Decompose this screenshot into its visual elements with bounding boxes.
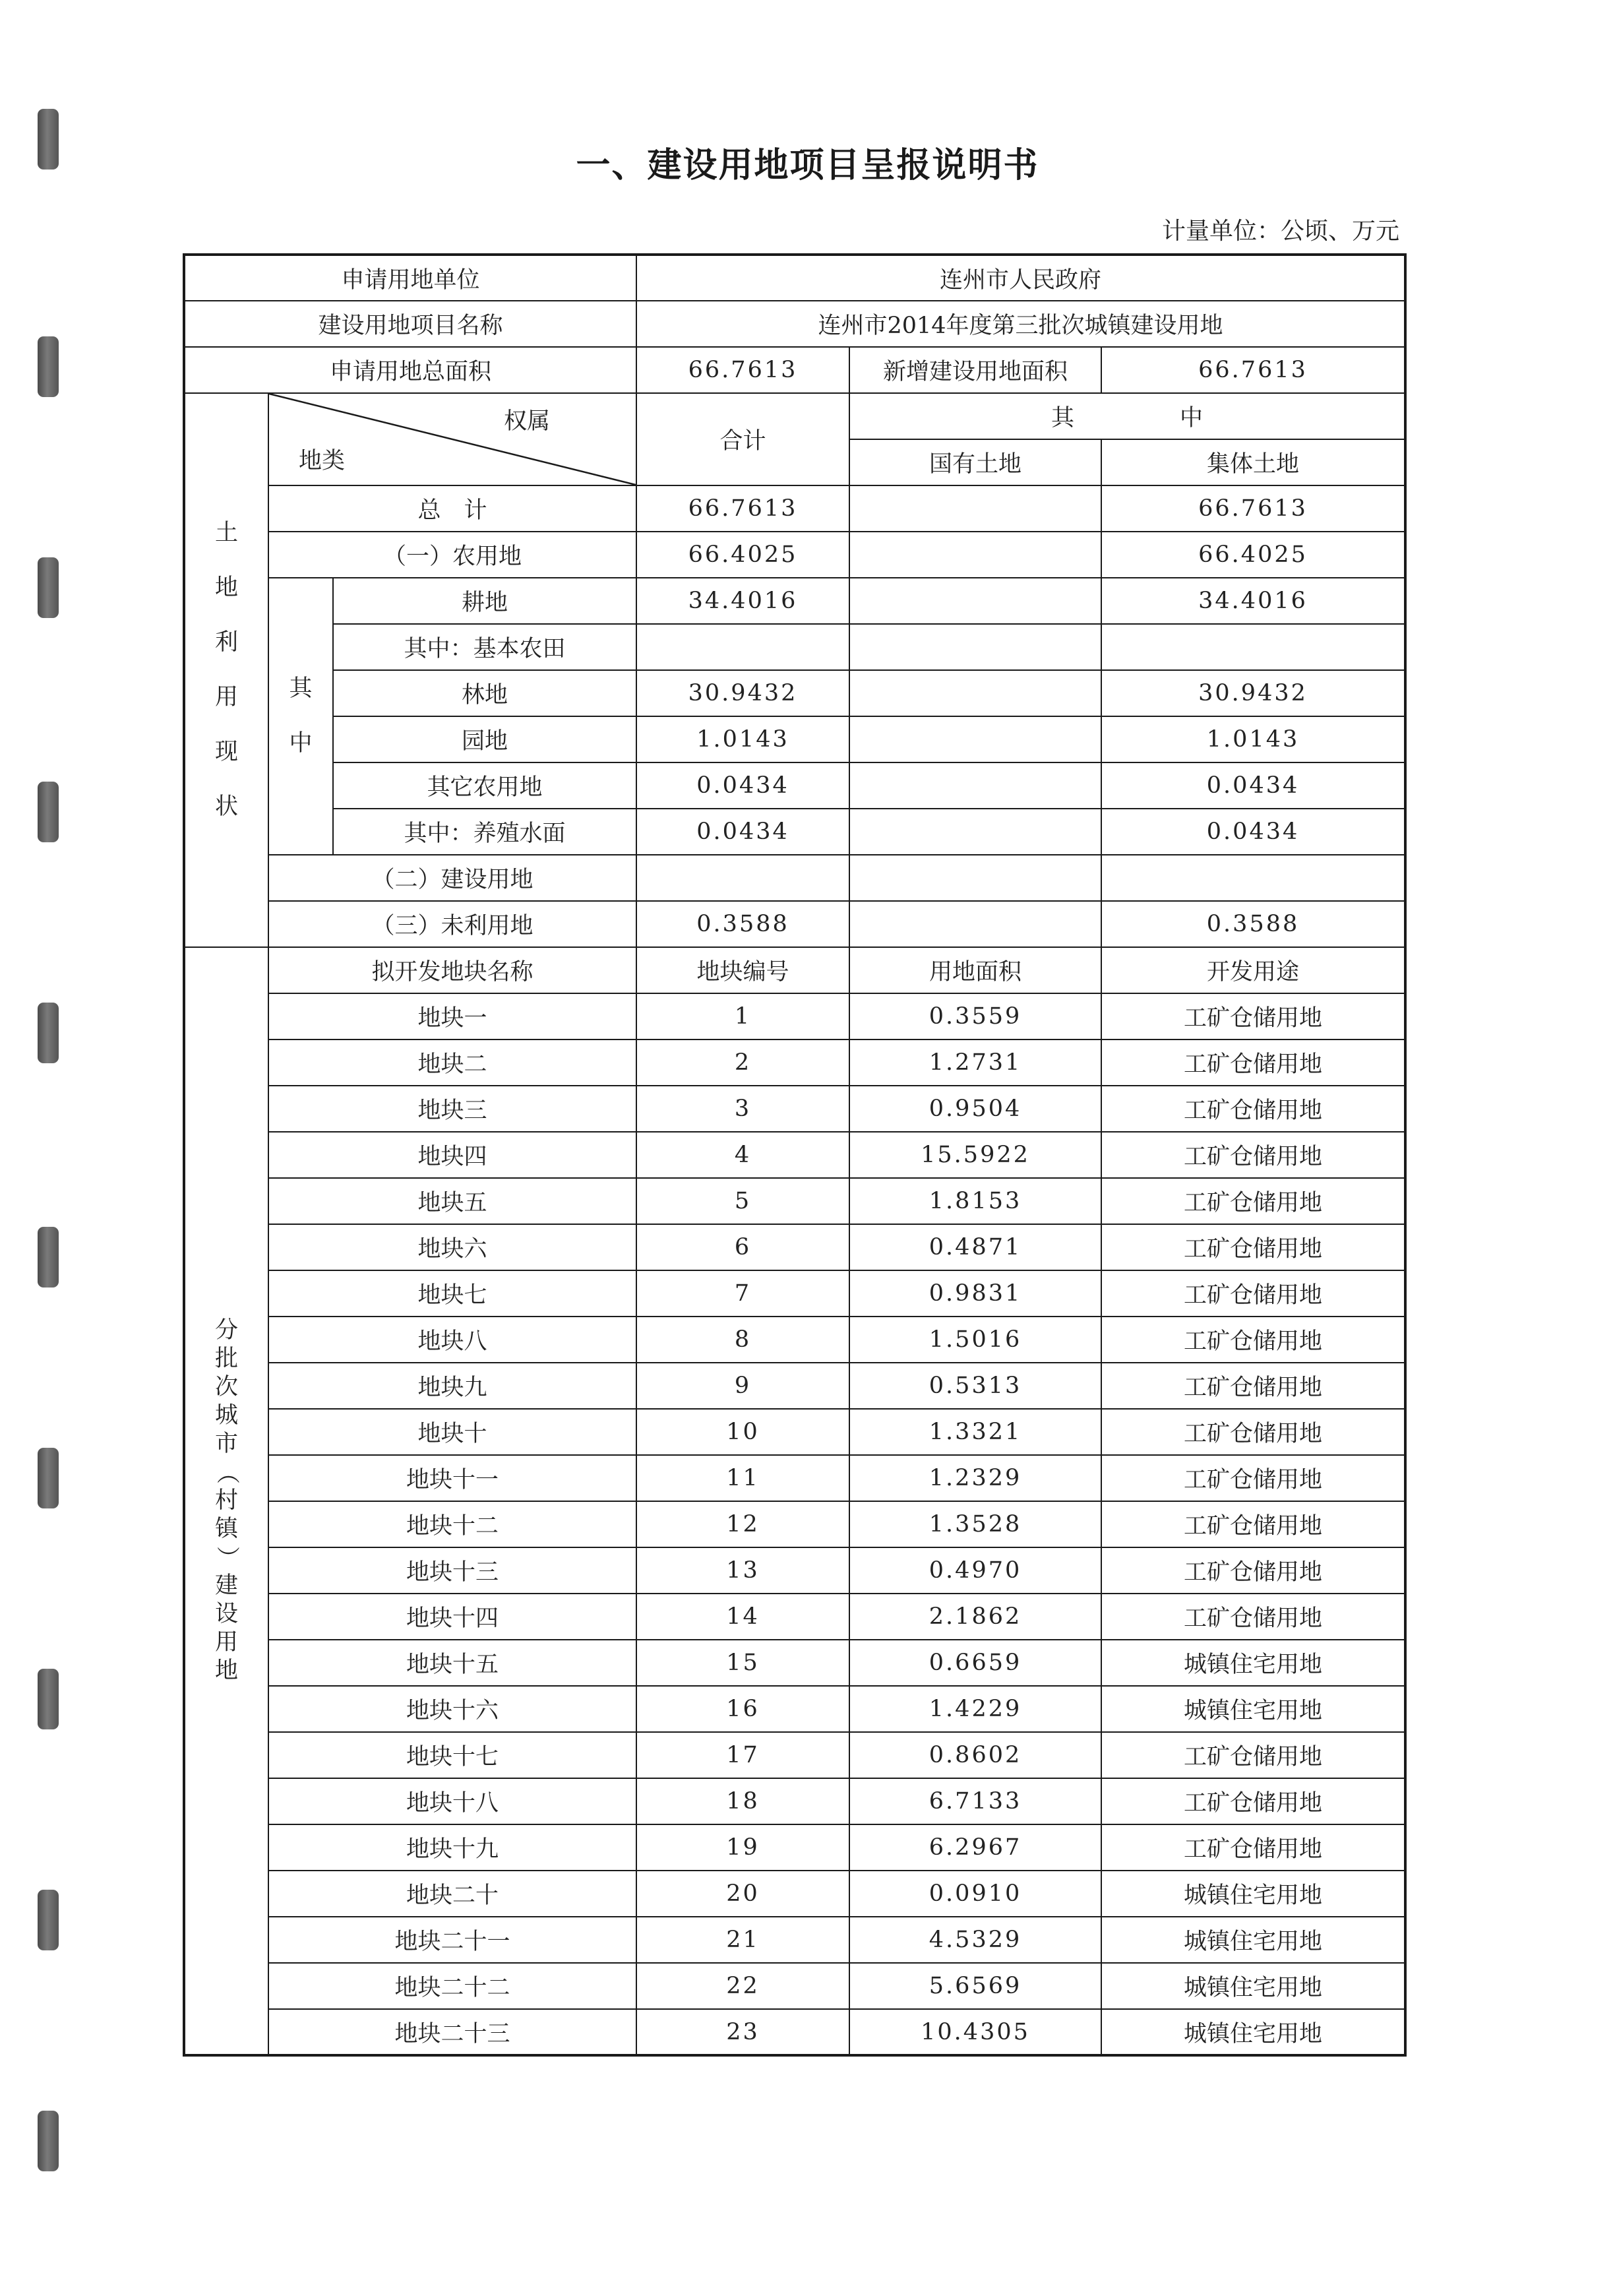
plot-use: 城镇住宅用地: [1101, 1917, 1405, 1963]
total-area-label: 申请用地总面积: [184, 347, 636, 393]
unused-land-label: （三）未利用地: [268, 901, 636, 947]
grand-total-label: 总 计: [268, 485, 636, 532]
grand-total-value: 66.7613: [636, 485, 849, 532]
plot-use: 工矿仓储用地: [1101, 1732, 1405, 1778]
binding-hole: [38, 1890, 59, 1950]
table-row: [184, 1871, 1405, 1917]
agri-land-collective: 66.4025: [1101, 532, 1405, 578]
table-row: [184, 1224, 1405, 1270]
plots-vertical-text-char: 市: [214, 1431, 238, 1457]
plot-area: 0.4970: [849, 1547, 1101, 1594]
plots-vertical-text-char: 建: [214, 1572, 238, 1599]
total-area-value: 66.7613: [636, 347, 849, 393]
sub-row-total: 0.0434: [636, 762, 849, 809]
grand-total-collective: 66.7613: [1101, 485, 1405, 532]
plot-number: 5: [636, 1178, 849, 1224]
plot-area: 0.3559: [849, 993, 1101, 1039]
sub-row-state: [849, 670, 1101, 716]
agri-land-state: [849, 532, 1101, 578]
plot-name: 地块二十: [268, 1871, 636, 1917]
plot-name: 地块五: [268, 1178, 636, 1224]
plot-name: 地块十七: [268, 1732, 636, 1778]
plots-vertical-text-char: 设: [214, 1601, 238, 1627]
binding-hole: [38, 1003, 59, 1063]
land-use-vertical-text: [215, 506, 238, 834]
binding-hole: [38, 336, 59, 397]
plot-area: 1.3321: [849, 1409, 1101, 1455]
table-row: [184, 901, 1405, 947]
plots-vertical-text-char: 村: [214, 1487, 238, 1514]
plot-name: 地块二: [268, 1039, 636, 1086]
sub-row-total: 34.4016: [636, 578, 849, 624]
table-row: [184, 1963, 1405, 2009]
plot-area: 5.6569: [849, 1963, 1101, 2009]
of-which-qi: 其: [1051, 405, 1075, 431]
plot-name-header: 拟开发地块名称: [268, 947, 636, 993]
plot-name: 地块二十一: [268, 1917, 636, 1963]
plot-use: 工矿仓储用地: [1101, 1270, 1405, 1317]
land-use-vertical-text-char: 土: [214, 520, 238, 546]
plot-number: 4: [636, 1132, 849, 1178]
plot-use: 工矿仓储用地: [1101, 1132, 1405, 1178]
agri-land-label: （一）农用地: [268, 532, 636, 578]
plot-number: 12: [636, 1501, 849, 1547]
table-row: [184, 1270, 1405, 1317]
plot-area: 6.2967: [849, 1824, 1101, 1871]
land-use-section-label: [184, 393, 268, 947]
table-row: [184, 809, 1405, 855]
unused-land-state: [849, 901, 1101, 947]
plot-use: 工矿仓储用地: [1101, 993, 1405, 1039]
plot-area: 1.4229: [849, 1686, 1101, 1732]
plot-use: 城镇住宅用地: [1101, 1640, 1405, 1686]
plot-number: 23: [636, 2009, 849, 2055]
sub-row-name: 其它农用地: [333, 762, 636, 809]
plot-use: 城镇住宅用地: [1101, 1686, 1405, 1732]
total-column-header: 合计: [636, 393, 849, 485]
sub-row-name: 林地: [333, 670, 636, 716]
collective-land-header: 集体土地: [1101, 439, 1405, 485]
plot-use: 工矿仓储用地: [1101, 1178, 1405, 1224]
table-row: [184, 1363, 1405, 1409]
new-area-label: 新增建设用地面积: [849, 347, 1101, 393]
plot-use: 工矿仓储用地: [1101, 1594, 1405, 1640]
plot-number: 20: [636, 1871, 849, 1917]
table-row: [184, 993, 1405, 1039]
plot-number: 16: [636, 1686, 849, 1732]
sub-row-total: 0.0434: [636, 809, 849, 855]
unit-note: 计量单位：公顷、万元: [1161, 218, 1399, 245]
plots-vertical-text-char: （: [213, 1460, 240, 1485]
of-which-vertical-text: [289, 662, 312, 771]
plot-use: 工矿仓储用地: [1101, 1778, 1405, 1824]
sub-row-state: [849, 716, 1101, 762]
sub-row-collective: 1.0143: [1101, 716, 1405, 762]
plot-name: 地块十八: [268, 1778, 636, 1824]
plots-section-label: [184, 947, 268, 2055]
table-row: [184, 578, 1405, 624]
sub-row-total: 30.9432: [636, 670, 849, 716]
plot-number-header: 地块编号: [636, 947, 849, 993]
table-row: [184, 762, 1405, 809]
plot-name: 地块一: [268, 993, 636, 1039]
plots-vertical-text-char: 批: [214, 1346, 238, 1372]
table-row: [184, 1732, 1405, 1778]
table-row: [184, 1917, 1405, 1963]
plot-name: 地块四: [268, 1132, 636, 1178]
table-row: [184, 947, 1405, 993]
plot-number: 14: [636, 1594, 849, 1640]
land-use-vertical-text-char: 现: [214, 739, 238, 765]
of-which-vertical-text-char: 其: [289, 675, 313, 702]
plot-name: 地块九: [268, 1363, 636, 1409]
construction-land-total: [636, 855, 849, 901]
grand-total-state: [849, 485, 1101, 532]
table-row: [184, 1547, 1405, 1594]
of-which-side-label: [268, 578, 333, 855]
plot-number: 9: [636, 1363, 849, 1409]
plot-use-header: 开发用途: [1101, 947, 1405, 993]
plots-vertical-text-char: 分: [214, 1317, 238, 1344]
sub-row-collective: 0.0434: [1101, 762, 1405, 809]
plot-area: 0.8602: [849, 1732, 1101, 1778]
of-which-header: [849, 393, 1405, 439]
sub-row-state: [849, 762, 1101, 809]
plots-vertical-text-char: 地: [214, 1658, 238, 1684]
plot-area: 15.5922: [849, 1132, 1101, 1178]
plots-vertical-text-char: ）: [213, 1545, 240, 1570]
plot-number: 6: [636, 1224, 849, 1270]
state-land-header: 国有土地: [849, 439, 1101, 485]
plot-area: 0.0910: [849, 1871, 1101, 1917]
project-name-value: 连州市2014年度第三批次城镇建设用地: [636, 301, 1405, 347]
ownership-header: 权属: [504, 408, 551, 435]
plot-area: 0.5313: [849, 1363, 1101, 1409]
table-row: [184, 855, 1405, 901]
table-row: [184, 1594, 1405, 1640]
table-row: [184, 1086, 1405, 1132]
plot-area: 6.7133: [849, 1778, 1101, 1824]
land-use-vertical-text-char: 地: [214, 574, 238, 601]
project-table-body: [184, 255, 1405, 2055]
document-title: 一、建设用地项目呈报说明书: [576, 146, 1039, 185]
land-use-vertical-text-char: 用: [214, 684, 238, 710]
plot-name: 地块三: [268, 1086, 636, 1132]
of-which-vertical-text-char: 中: [289, 730, 313, 757]
sub-row-name: 其中：基本农田: [333, 624, 636, 670]
plot-number: 1: [636, 993, 849, 1039]
table-row: [184, 2009, 1405, 2055]
plot-use: 工矿仓储用地: [1101, 1455, 1405, 1501]
plot-area: 1.8153: [849, 1178, 1101, 1224]
plot-name: 地块六: [268, 1224, 636, 1270]
plot-use: 工矿仓储用地: [1101, 1501, 1405, 1547]
plot-number: 2: [636, 1039, 849, 1086]
table-row: [184, 1455, 1405, 1501]
plot-use: 城镇住宅用地: [1101, 1963, 1405, 2009]
plot-name: 地块十九: [268, 1824, 636, 1871]
plot-use: 工矿仓储用地: [1101, 1086, 1405, 1132]
sub-row-collective: 30.9432: [1101, 670, 1405, 716]
plot-area: 4.5329: [849, 1917, 1101, 1963]
table-row: [184, 347, 1405, 393]
plot-name: 地块八: [268, 1317, 636, 1363]
plot-use: 城镇住宅用地: [1101, 2009, 1405, 2055]
table-row: [184, 1640, 1405, 1686]
table-row: [184, 1132, 1405, 1178]
project-name-label: 建设用地项目名称: [184, 301, 636, 347]
plots-vertical-text: [215, 1317, 238, 1685]
sub-row-name: 园地: [333, 716, 636, 762]
table-row: [184, 1778, 1405, 1824]
sub-row-collective: [1101, 624, 1405, 670]
table-row: [184, 1501, 1405, 1547]
plots-vertical-text-char: 用: [214, 1629, 238, 1656]
binding-hole: [38, 782, 59, 842]
plot-name: 地块二十二: [268, 1963, 636, 2009]
binding-hole: [38, 1227, 59, 1288]
plot-number: 19: [636, 1824, 849, 1871]
land-use-vertical-text-char: 状: [214, 793, 238, 820]
table-row: [184, 1686, 1405, 1732]
table-row: [184, 624, 1405, 670]
plot-name: 地块十六: [268, 1686, 636, 1732]
table-row: [184, 393, 1405, 439]
plot-name: 地块十二: [268, 1501, 636, 1547]
table-row: [184, 301, 1405, 347]
table-row: [184, 1317, 1405, 1363]
construction-land-label: （二）建设用地: [268, 855, 636, 901]
table-row: [184, 532, 1405, 578]
sub-row-state: [849, 624, 1101, 670]
plot-name: 地块十一: [268, 1455, 636, 1501]
binding-hole: [38, 2111, 59, 2171]
land-type-header: 地类: [299, 448, 346, 474]
unused-land-collective: 0.3588: [1101, 901, 1405, 947]
plot-name: 地块十五: [268, 1640, 636, 1686]
plot-use: 工矿仓储用地: [1101, 1317, 1405, 1363]
plot-number: 10: [636, 1409, 849, 1455]
plot-number: 3: [636, 1086, 849, 1132]
agri-land-total: 66.4025: [636, 532, 849, 578]
plot-use: 工矿仓储用地: [1101, 1224, 1405, 1270]
applicant-value: 连州市人民政府: [636, 255, 1405, 301]
plot-area: 0.6659: [849, 1640, 1101, 1686]
table-row: [184, 1039, 1405, 1086]
table-row: [184, 716, 1405, 762]
sub-row-collective: 0.0434: [1101, 809, 1405, 855]
unused-land-total: 0.3588: [636, 901, 849, 947]
table-row: [184, 1409, 1405, 1455]
sub-row-state: [849, 809, 1101, 855]
table-row: [184, 670, 1405, 716]
plot-use: 工矿仓储用地: [1101, 1409, 1405, 1455]
plot-area: 10.4305: [849, 2009, 1101, 2055]
plot-name: 地块十四: [268, 1594, 636, 1640]
plot-use: 工矿仓储用地: [1101, 1824, 1405, 1871]
sub-row-collective: 34.4016: [1101, 578, 1405, 624]
plot-area: 0.9504: [849, 1086, 1101, 1132]
binding-hole: [38, 557, 59, 618]
plot-number: 17: [636, 1732, 849, 1778]
diagonal-header-cell: [268, 393, 636, 485]
sub-row-total: [636, 624, 849, 670]
applicant-label: 申请用地单位: [184, 255, 636, 301]
sub-row-name: 其中：养殖水面: [333, 809, 636, 855]
new-area-value: 66.7613: [1101, 347, 1405, 393]
plot-use: 城镇住宅用地: [1101, 1871, 1405, 1917]
plots-vertical-text-char: 城: [214, 1402, 238, 1429]
plot-area: 1.2329: [849, 1455, 1101, 1501]
table-row: [184, 1178, 1405, 1224]
plot-number: 15: [636, 1640, 849, 1686]
plot-area-header: 用地面积: [849, 947, 1101, 993]
plot-number: 22: [636, 1963, 849, 2009]
plot-name: 地块十: [268, 1409, 636, 1455]
plot-use: 工矿仓储用地: [1101, 1547, 1405, 1594]
plot-number: 8: [636, 1317, 849, 1363]
plot-area: 0.9831: [849, 1270, 1101, 1317]
plot-number: 18: [636, 1778, 849, 1824]
plot-area: 1.5016: [849, 1317, 1101, 1363]
plot-area: 1.3528: [849, 1501, 1101, 1547]
table-row: [184, 255, 1405, 301]
table-row: [184, 1824, 1405, 1871]
binding-hole: [38, 1448, 59, 1508]
plot-area: 2.1862: [849, 1594, 1101, 1640]
sub-row-name: 耕地: [333, 578, 636, 624]
plot-area: 0.4871: [849, 1224, 1101, 1270]
of-which-zhong: 中: [1180, 405, 1204, 431]
construction-land-collective: [1101, 855, 1405, 901]
sub-row-total: 1.0143: [636, 716, 849, 762]
plot-number: 21: [636, 1917, 849, 1963]
plot-area: 1.2731: [849, 1039, 1101, 1086]
plot-number: 11: [636, 1455, 849, 1501]
plot-number: 13: [636, 1547, 849, 1594]
table-row: [184, 485, 1405, 532]
plot-use: 工矿仓储用地: [1101, 1363, 1405, 1409]
plots-vertical-text-char: 次: [214, 1374, 238, 1400]
plot-number: 7: [636, 1270, 849, 1317]
plots-vertical-text-char: 镇: [214, 1516, 238, 1542]
plot-name: 地块七: [268, 1270, 636, 1317]
plot-name: 地块十三: [268, 1547, 636, 1594]
construction-land-state: [849, 855, 1101, 901]
land-use-vertical-text-char: 利: [214, 629, 238, 656]
binding-hole: [38, 1669, 59, 1729]
project-table: [183, 253, 1407, 2057]
sub-row-state: [849, 578, 1101, 624]
plot-use: 工矿仓储用地: [1101, 1039, 1405, 1086]
plot-name: 地块二十三: [268, 2009, 636, 2055]
